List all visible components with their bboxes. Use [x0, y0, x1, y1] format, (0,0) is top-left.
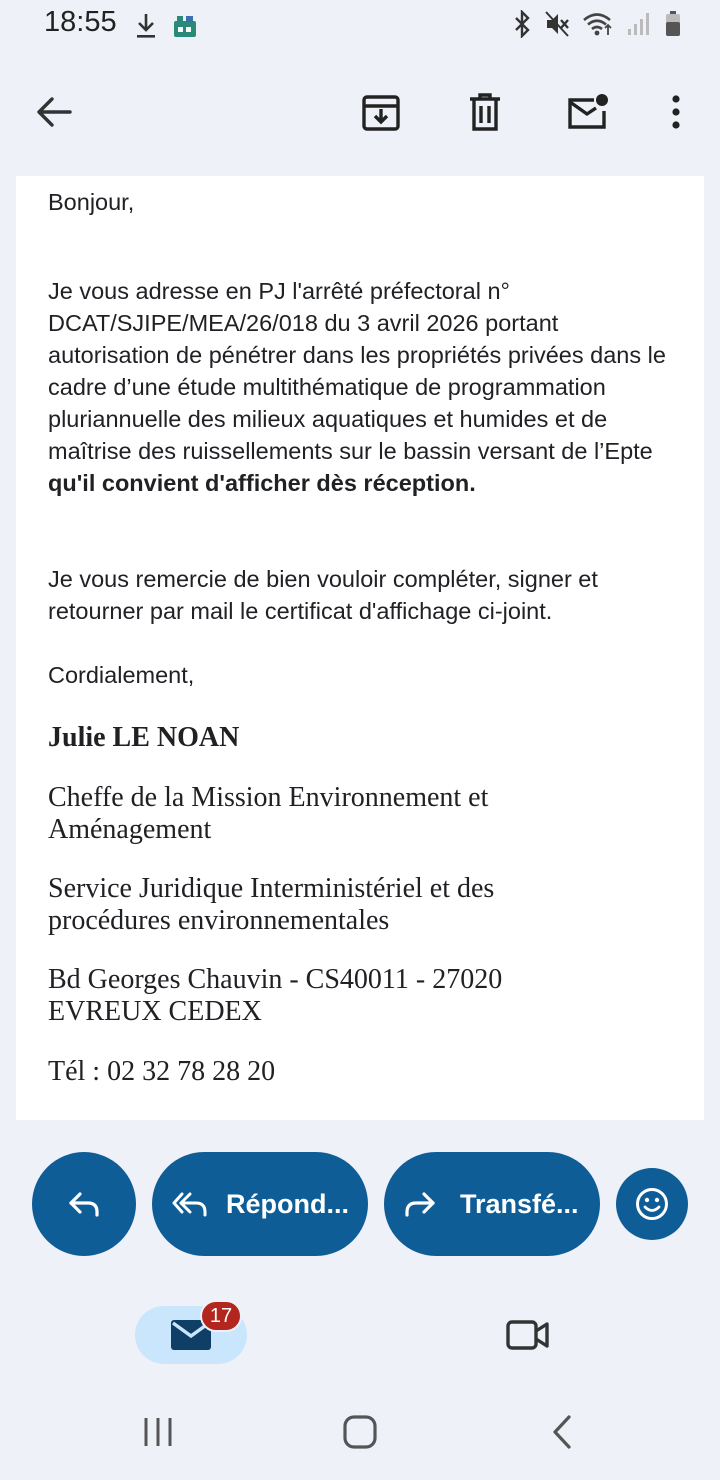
forward-button[interactable]	[384, 1152, 600, 1256]
system-back-button[interactable]	[532, 1408, 592, 1456]
video-icon	[506, 1319, 550, 1351]
top-app-bar	[0, 60, 720, 164]
signature-title: Cheffe de la Mission Environnement et Aménagement	[48, 782, 489, 845]
reply-all-icon	[172, 1191, 208, 1217]
more-options-button[interactable]	[646, 82, 706, 142]
paragraph-2: Je vous remercie de bien vouloir compléter, signer et retourner par mail le certificat d'affichage ci-joint.	[48, 566, 598, 624]
home-icon	[342, 1414, 378, 1450]
system-nav-bar	[0, 1380, 720, 1480]
reply-all-label: Répond...	[226, 1188, 349, 1219]
download-icon	[134, 12, 158, 45]
signature-service: Service Juridique Interministériel et des procédures environnementales	[48, 873, 495, 936]
signature-name: Julie LE NOAN	[48, 722, 240, 753]
home-button[interactable]	[330, 1408, 390, 1456]
back-icon	[551, 1414, 573, 1450]
status-bar	[0, 0, 720, 52]
nav-meet[interactable]	[498, 1306, 558, 1364]
wifi-icon	[582, 11, 614, 42]
recents-icon	[142, 1416, 174, 1448]
signature-phone: Tél : 02 32 78 28 20	[48, 1056, 276, 1087]
mark-unread-button[interactable]	[558, 82, 618, 142]
recents-button[interactable]	[128, 1408, 188, 1456]
reply-icon	[68, 1191, 100, 1217]
back-button[interactable]	[24, 82, 84, 142]
forward-label: Transfé...	[460, 1188, 579, 1219]
paragraph-1	[48, 275, 678, 499]
greeting: Bonjour,	[48, 189, 135, 215]
emoji-reaction-button[interactable]	[616, 1168, 688, 1240]
reply-all-button[interactable]	[152, 1152, 368, 1256]
emoji-icon	[635, 1187, 669, 1221]
more-vert-icon	[671, 95, 681, 129]
archive-icon	[362, 93, 400, 131]
paragraph-1-text: Je vous adresse en PJ l'arrêté préfectoral n° DCAT/SJIPE/MEA/26/018 du 3 avril 2026 portant autorisation de pénétrer dans les propriétés privées dans le cadre d’une étude multithématique de programmation pluriannuelle des milieux aquatiques et humides et de maîtrise des ruissellements sur le bassin versant de l’Epte	[48, 278, 666, 464]
closing: Cordialement,	[48, 662, 195, 688]
back-arrow-icon	[36, 96, 72, 128]
forward-icon	[404, 1191, 438, 1217]
reply-button[interactable]	[32, 1152, 136, 1256]
mute-icon	[544, 10, 570, 43]
signature-address: Bd Georges Chauvin - CS40011 - 27020 EVREUX CEDEX	[48, 964, 503, 1027]
delete-button[interactable]	[455, 82, 515, 142]
app-notification-icon	[172, 13, 198, 44]
battery-icon	[664, 10, 682, 43]
paragraph-1-bold: qu'il convient d'afficher dès réception.	[48, 470, 476, 496]
mail-unread-badge: 17	[200, 1300, 242, 1332]
status-time: 18:55	[44, 6, 117, 38]
archive-button[interactable]	[351, 82, 411, 142]
signal-icon	[626, 11, 652, 42]
bluetooth-icon	[512, 10, 532, 43]
mark-unread-icon	[566, 93, 610, 131]
email-body-card	[16, 176, 704, 1120]
delete-icon	[468, 92, 502, 132]
